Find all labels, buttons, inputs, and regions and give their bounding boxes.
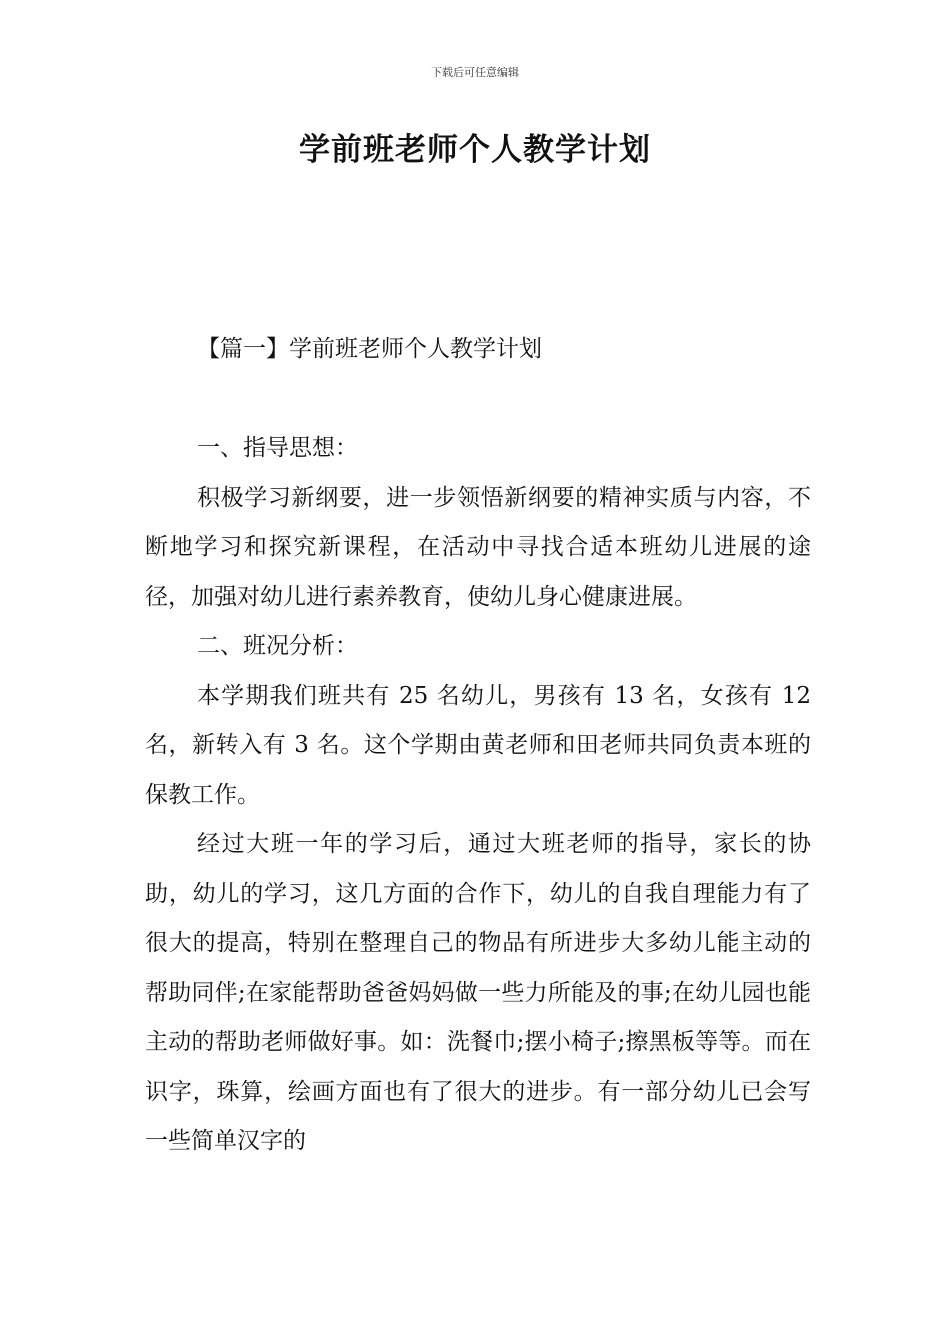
paragraph-progress: 经过大班一年的学习后，通过大班老师的指导，家长的协助，幼儿的学习，这几方面的合作下，幼儿的自我自理能力有了很大的提高，特别在整理自己的物品有所进步大多幼儿能主动的帮助同伴;在家能帮助爸爸妈妈做一些力所能及的事;在幼儿园也能主动的帮助老师做好事。如：洗餐巾;摆小椅子;擦黑板等等。而在识字，珠算，绘画方面也有了很大的进步。有一部分幼儿已会写一些简单汉字的: [145, 831, 811, 1154]
header-note: 下载后可任意编辑: [431, 66, 519, 79]
heading-guiding-thought: 一、指导思想：: [197, 435, 358, 461]
paragraph-guiding-thought: 积极学习新纲要，进一步领悟新纲要的精神实质与内容，不断地学习和探究新课程，在活动中寻找合适本班幼儿进展的途径，加强对幼儿进行素养教育，使幼儿身心健康进展。: [145, 484, 811, 610]
document-body: [145, 424, 811, 1167]
paragraph-class-stats: 本学期我们班共有 25 名幼儿，男孩有 13 名，女孩有 12 名，新转入有 3 名。这个学期由黄老师和田老师共同负责本班的保教工作。: [145, 682, 811, 808]
heading-class-analysis: 二、班况分析：: [197, 633, 358, 659]
document-title: 学前班老师个人教学计划: [299, 132, 651, 168]
section-title: 【篇一】学前班老师个人教学计划: [197, 336, 542, 362]
